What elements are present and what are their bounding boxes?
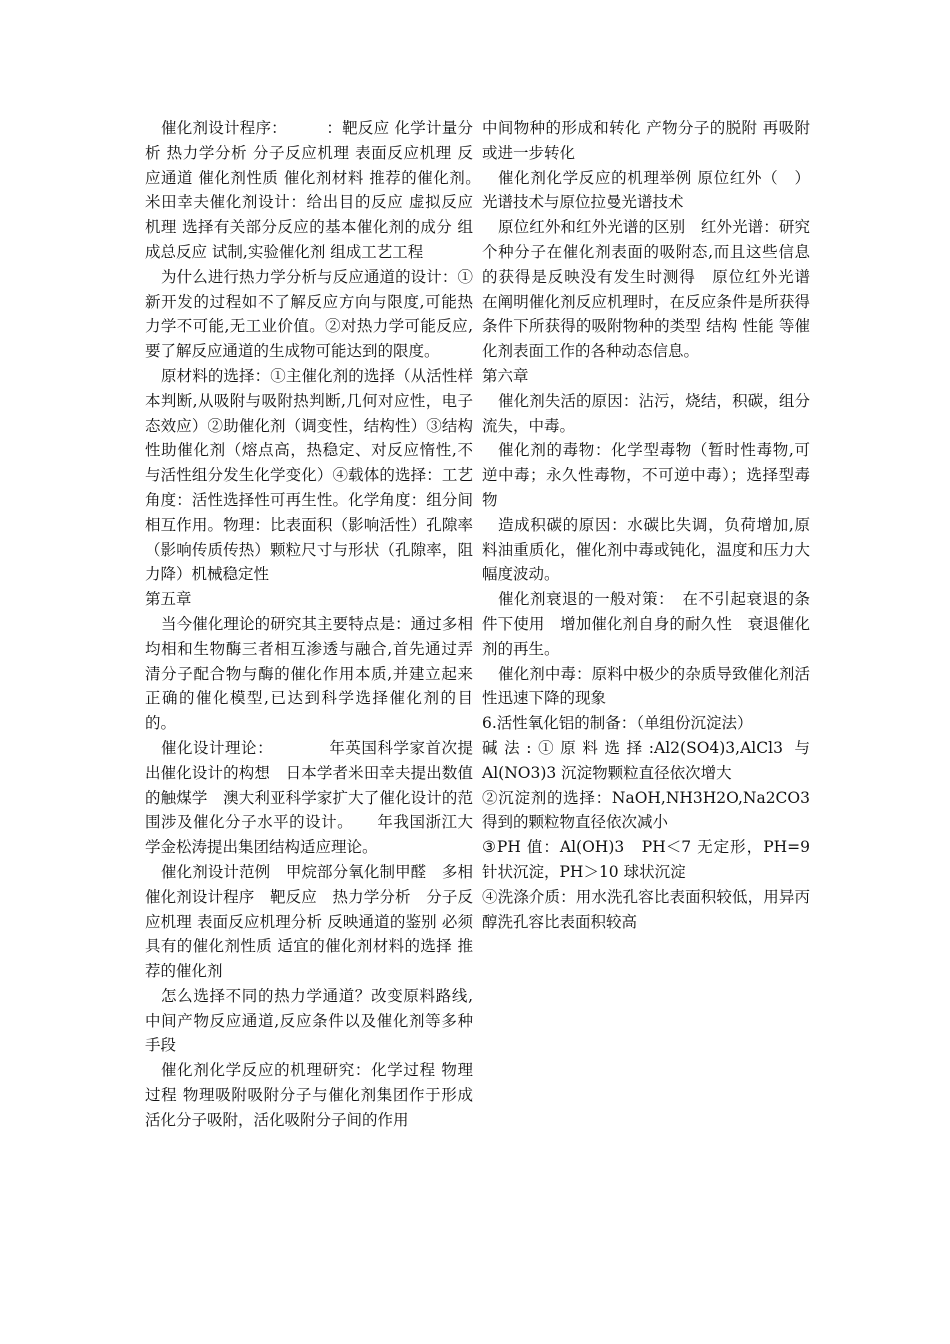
paragraph-washing-medium: ④洗涤介质：用水洗孔容比表面积较低，用异丙醇洗孔容比表面积较高	[482, 887, 810, 931]
paragraph-ph-value: ③PH 值：Al(OH)3 PH＜7 无定形，PH=9 针状沉淀，PH＞10 球状沉淀	[482, 838, 810, 881]
paragraph-mechanism-research: 催化剂化学反应的机理研究：化学过程 物理过程 物理吸附吸附分子与催化剂集团作于形成活化分子吸附，活化吸附分子间的作用	[145, 1061, 473, 1129]
paragraph-decline-countermeasures: 催化剂衰退的一般对策： 在不引起衰退的条件下使用 增加催化剂自身的耐久性 衰退催化剂的再生。	[482, 590, 810, 658]
paragraph-catalyst-design-procedure: 催化剂设计程序： ：靶反应 化学计量分析 热力学分析 分子反应机理 表面反应机理 反应通道 催化剂性质 催化剂材料 推荐的催化剂。 米田幸夫催化剂设计：给出目的反应 虚拟反应机理 选择有关部分反应的基本催化剂的成分 组成总反应 试制,实验催化剂 组成工艺工程	[145, 119, 489, 261]
chapter-six-heading: 第六章	[482, 366, 529, 385]
paragraph-thermodynamic-analysis: 为什么进行热力学分析与反应通道的设计：①新开发的过程如不了解反应方向与限度,可能热力学不可能,无工业价值。②对热力学可能反应,要了解反应通道的生成物可能达到的限度。	[145, 267, 473, 361]
paragraph-precipitant-selection: ②沉淀剂的选择：NaOH,NH3H2O,Na2CO3 得到的颗粒物直径依次减小	[482, 788, 810, 832]
left-column	[145, 116, 489, 1133]
paragraph-infrared-difference: 原位红外和红外光谱的区别 红外光谱：研究个种分子在催化剂表面的吸附态,而且这些信息的获得是反映没有发生时测得 原位红外光谱 在阐明催化剂反应机理时，在反应条件是所获得条件下所获得的吸附物种的类型 结构 性能 等催化剂表面工作的各种动态信息。	[482, 218, 810, 361]
paragraph-mechanism-continued: 中间物种的形成和转化 产物分子的脱附 再吸附或进一步转化	[482, 119, 810, 162]
paragraph-deactivation-causes: 催化剂失活的原因：沾污，烧结，积碳，组分流失，中毒。	[482, 391, 810, 435]
paragraph-catalyst-design-theory: 催化设计理论： 年英国科学家首次提出催化设计的构想 日本学者米田幸夫提出数值的触煤学 澳大利亚科学家扩大了催化设计的范围涉及催化分子水平的设计。 年我国浙江大学金松涛提出集团结构适应理论。	[145, 738, 473, 857]
paragraph-design-example: 催化剂设计范例 甲烷部分氧化制甲醛 多相催化剂设计程序 靶反应 热力学分析 分子反应机理 表面反应机理分析 反映通道的鉴别 必须具有的催化剂性质 适宜的催化剂材料的选择 推荐的催化剂	[145, 862, 473, 981]
section-alumina-preparation: 6.活性氧化铝的制备：（单组份沉淀法）	[482, 714, 753, 733]
paragraph-mechanism-example: 催化剂化学反应的机理举例 原位红外（ ）光谱技术与原位拉曼光谱技术	[482, 168, 810, 212]
chapter-five-heading: 第五章	[145, 590, 192, 609]
paragraph-coking-causes: 造成积碳的原因：水碳比失调，负荷增加,原料油重质化，催化剂中毒或钝化，温度和压力大幅度波动。	[482, 515, 810, 584]
paragraph-thermodynamic-channel: 怎么选择不同的热力学通道？改变原料路线,中间产物反应通道,反应条件以及催化剂等多种手段	[145, 986, 473, 1055]
paragraph-catalyst-poisons: 催化剂的毒物：化学型毒物（暂时性毒物,可逆中毒；永久性毒物，不可逆中毒）；选择型毒物	[482, 441, 810, 509]
paragraph-catalyst-poisoning: 催化剂中毒：原料中极少的杂质导致催化剂活性迅速下降的现象	[482, 664, 810, 708]
paragraph-raw-material-selection: 原材料的选择：①主催化剂的选择（从活性样本判断,从吸附与吸附热判断,几何对应性，电子态效应）②助催化剂（调变性，结构性）③结构性助催化剂（熔点高，热稳定、对反应惰性,不与活性组分发生化学变化）④载体的选择：工艺角度：活性选择性可再生性。化学角度：组分间相互作用。物理：比表面积（影响活性）孔隙率（影响传质传热）颗粒尺寸与形状（孔隙率，阻力降）机械稳定性	[145, 366, 473, 584]
right-column	[482, 116, 810, 934]
paragraph-alkaline-method: 碱法:①原料选择:Al2(SO4)3,AlCl3 与 Al(NO3)3 沉淀物颗粒直径依次增大	[482, 738, 810, 782]
paragraph-catalysis-theory-features: 当今催化理论的研究其主要特点是：通过多相均相和生物酶三者相互渗透与融合,首先通过弄清分子配合物与酶的催化作用本质,并建立起来正确的催化模型,已达到科学选择催化剂的目的。	[145, 614, 473, 733]
